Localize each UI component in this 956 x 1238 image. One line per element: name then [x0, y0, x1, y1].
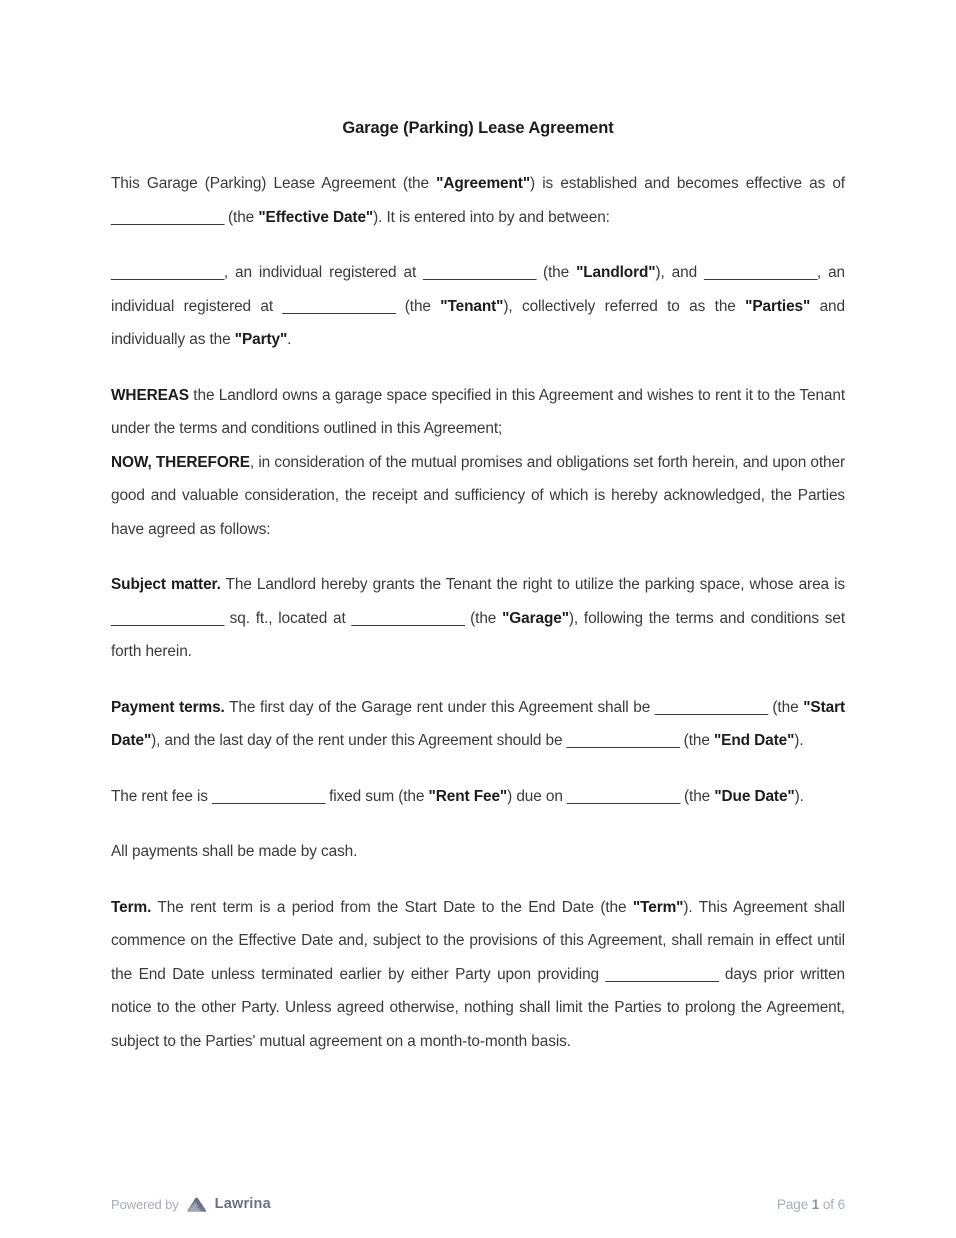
paragraph-parties: [111, 256, 845, 357]
defined-term-garage: "Garage": [502, 609, 569, 627]
defined-term-effective-date: "Effective Date": [258, 208, 374, 226]
text-segment: (the: [679, 787, 715, 805]
defined-term-party: "Party": [234, 331, 288, 349]
text-segment: ) is established and becomes effective as of: [530, 175, 845, 193]
paragraph-whereas: [111, 379, 845, 446]
text-segment: ). It is entered into by and between:: [373, 208, 610, 226]
defined-term-rent-fee: "Rent Fee": [428, 787, 508, 805]
blank-field-landlord-name[interactable]: ______________: [111, 264, 224, 282]
text-segment: ), collectively referred to as the: [503, 297, 746, 315]
paragraph-payment-terms: [111, 691, 845, 758]
paragraph-intro: [111, 167, 845, 234]
text-segment: The rent fee is: [111, 787, 213, 805]
clause-heading-payment-terms: Payment terms.: [111, 698, 225, 716]
text-segment: This Garage (Parking) Lease Agreement (the: [111, 175, 437, 193]
text-segment: The Landlord hereby grants the Tenant the right to utilize the parking space, whose area is: [220, 576, 845, 594]
defined-term-start-date: "Start Date": [111, 698, 845, 750]
blank-field-start-date[interactable]: ______________: [654, 698, 768, 716]
page-indicator: [777, 1197, 845, 1212]
text-segment: (the: [679, 732, 714, 750]
text-segment: The rent term is a period from the Start Date to the End Date (the: [151, 898, 633, 916]
text-segment: ), and the last day of the rent under this Agreement should be: [151, 732, 567, 750]
text-segment: (the: [535, 264, 577, 282]
page-footer: [111, 1192, 845, 1216]
text-segment: (the: [223, 208, 259, 226]
paragraph-subject-matter: [111, 568, 845, 669]
powered-by-branding: [111, 1196, 271, 1212]
page-label-of: of: [822, 1196, 834, 1212]
blank-field-garage-location[interactable]: ______________: [351, 609, 465, 627]
text-segment: ), and: [655, 264, 705, 282]
clause-heading-term: Term.: [111, 898, 152, 916]
mountain-icon: [186, 1196, 208, 1212]
text-segment: fixed sum (the: [324, 787, 429, 805]
defined-term-term: "Term": [632, 898, 684, 916]
paragraph-payment-method: All payments shall be made by cash.: [111, 843, 358, 861]
powered-by-label: Powered by: [111, 1196, 179, 1212]
text-segment: , an individual registered at: [223, 264, 424, 282]
text-segment: The first day of the Garage rent under this Agreement shall be: [224, 698, 655, 716]
defined-term-landlord: "Landlord": [576, 264, 656, 282]
brand-name: Lawrina: [214, 1196, 271, 1212]
blank-field-landlord-address[interactable]: ______________: [423, 264, 536, 282]
text-segment: ).: [794, 732, 804, 750]
defined-term-due-date: "Due Date": [714, 787, 795, 805]
page-current-number: 1: [811, 1196, 820, 1212]
page-total-number: 6: [837, 1196, 845, 1212]
text-segment: and individually as the: [111, 297, 845, 349]
text-segment: ), following the terms and conditions set forth herein.: [111, 609, 845, 661]
clause-label-whereas: WHEREAS: [111, 386, 189, 404]
text-segment: ). This Agreement shall commence on the Effective Date and, subject to the provisions of this Agreement, shall remain in effect until the End Date unless terminated earlier by either Party upon providing: [111, 898, 845, 983]
defined-term-agreement: "Agreement": [436, 175, 531, 193]
blank-field-end-date[interactable]: ______________: [566, 732, 680, 750]
paragraph-now-therefore: [111, 446, 845, 547]
blank-field-rent-fee[interactable]: ______________: [212, 787, 325, 805]
text-segment: the Landlord owns a garage space specified in this Agreement and wishes to rent it to the Tenant under the terms and conditions outlined in this Agreement;: [111, 386, 845, 438]
clause-label-now-therefore: NOW, THEREFORE: [111, 453, 250, 471]
text-segment: ) due on: [507, 787, 567, 805]
defined-term-tenant: "Tenant": [440, 297, 504, 315]
blank-field-area[interactable]: ______________: [111, 609, 224, 627]
text-segment: (the: [464, 609, 503, 627]
page-title: Garage (Parking) Lease Agreement: [342, 119, 614, 137]
document-body: [111, 118, 845, 1080]
defined-term-end-date: "End Date": [713, 732, 795, 750]
paragraph-rent-fee: [111, 780, 845, 814]
paragraph-term: [111, 891, 845, 1059]
text-segment: , in consideration of the mutual promises and obligations set forth herein, and upon other good and valuable consideration, the receipt and sufficiency of which is hereby acknowledged, the Parties have agreed as follows:: [111, 453, 845, 538]
blank-field-notice-days[interactable]: ______________: [605, 965, 719, 983]
page-label-prefix: Page: [776, 1196, 809, 1212]
blank-field-effective-date[interactable]: ______________: [111, 208, 224, 226]
defined-term-parties: "Parties": [745, 297, 811, 315]
blank-field-due-date[interactable]: ______________: [566, 787, 680, 805]
clause-heading-subject-matter: Subject matter.: [111, 576, 221, 594]
blank-field-tenant-address[interactable]: ______________: [282, 297, 396, 315]
text-segment: days prior written notice to the other Party. Unless agreed otherwise, nothing shall limit the Parties to prolong the Agreement, subject to the Parties' mutual agreement on a month-to-month basis.: [111, 965, 846, 1050]
text-segment: , an individual registered at: [111, 264, 845, 315]
text-segment: (the: [395, 297, 441, 315]
text-segment: (the: [767, 698, 804, 716]
text-segment: ).: [794, 787, 804, 805]
blank-field-tenant-name[interactable]: ______________: [704, 264, 817, 282]
text-segment: .: [287, 331, 292, 349]
text-segment: sq. ft., located at: [223, 609, 352, 627]
